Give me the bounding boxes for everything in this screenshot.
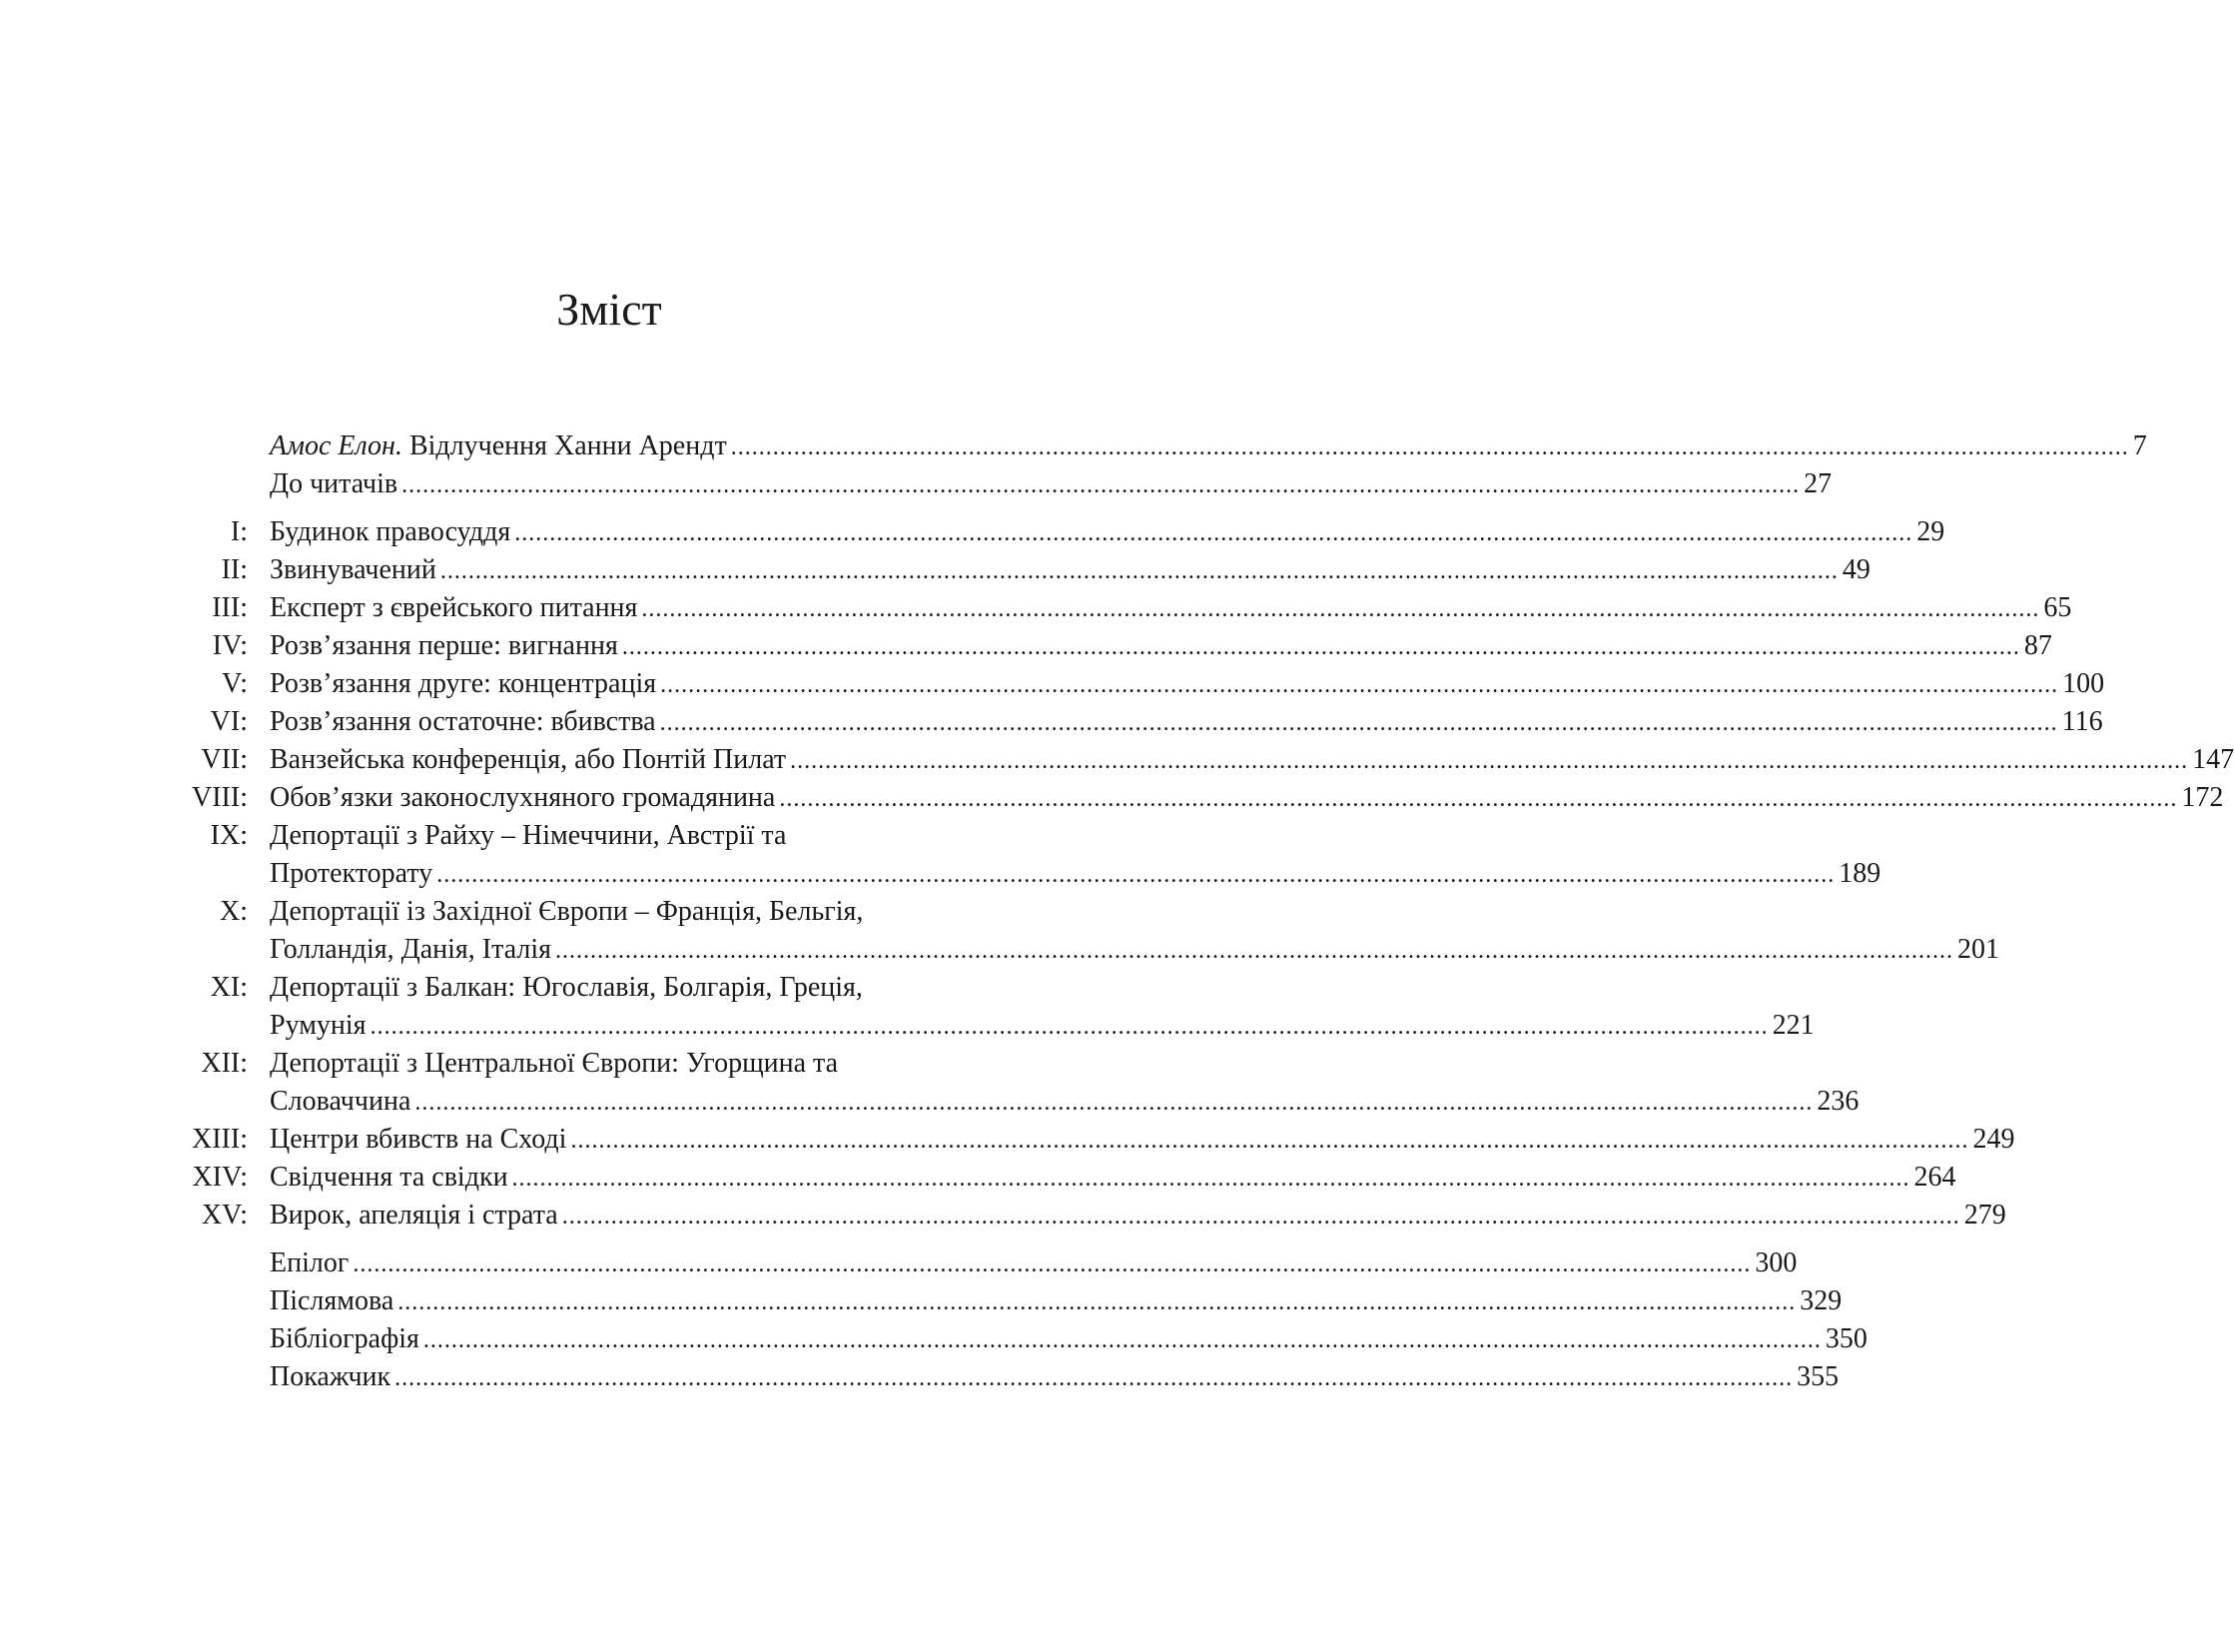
toc-chapter xyxy=(0,893,1999,969)
chapter-number: XII: xyxy=(201,1048,248,1079)
toc-chapter xyxy=(0,1121,2015,1159)
toc-entry-title: Бібліографія xyxy=(270,1323,419,1354)
toc-entry-foreword xyxy=(0,427,2147,465)
foreword-author: Амос Елон. xyxy=(270,430,402,461)
chapter-number: IX: xyxy=(210,820,248,851)
toc-page-number: 49 xyxy=(1842,554,1870,585)
toc-entry-back-matter xyxy=(0,1358,1840,1396)
dot-leader: ........................................................................................................................................................................................................ xyxy=(353,1251,1752,1277)
chapter-title-line1: Депортації із Західної Європи – Франція, Бельгія, xyxy=(270,896,864,927)
dot-leader: ........................................................................................................................................................................................................ xyxy=(659,710,2058,736)
toc-page-number: 236 xyxy=(1817,1086,1860,1117)
toc-page-number: 201 xyxy=(1957,934,1999,965)
chapter-number: XIV: xyxy=(192,1162,248,1193)
dot-leader: ........................................................................................................................................................................................................ xyxy=(439,558,1839,584)
chapter-number: II: xyxy=(221,554,248,585)
toc-entry-title: Післямова xyxy=(270,1285,394,1316)
toc-chapter xyxy=(0,779,2224,817)
toc-chapter xyxy=(0,817,1881,893)
table-of-contents xyxy=(0,427,2234,1396)
toc-page-number: 264 xyxy=(1913,1162,1956,1193)
toc-page-number: 350 xyxy=(1825,1323,1867,1354)
chapter-title: Ванзейська конференція, або Понтій Пилат xyxy=(270,744,787,775)
dot-leader: ........................................................................................................................................................................................................ xyxy=(401,472,1801,498)
toc-page-number: 65 xyxy=(2043,592,2072,623)
chapter-title-line1: Депортації з Центральної Європи: Угорщина та xyxy=(270,1048,839,1079)
toc-page-number: 172 xyxy=(2181,782,2224,813)
dot-leader: ........................................................................................................................................................................................................ xyxy=(621,634,2020,660)
chapter-number: VII: xyxy=(201,744,248,775)
toc-page-number: 7 xyxy=(2132,430,2147,461)
toc-entry-back-matter xyxy=(0,1320,1867,1358)
chapter-title: Розв’язання друге: концентрація xyxy=(270,668,657,699)
chapter-title: Будинок правосуддя xyxy=(270,516,511,547)
dot-leader: ........................................................................................................................................................................................................ xyxy=(414,1090,1814,1116)
chapter-number: XV: xyxy=(201,1200,248,1231)
toc-entry-back-matter xyxy=(0,1282,1843,1320)
toc-entry-readers xyxy=(0,465,1833,503)
dot-leader: ........................................................................................................................................................................................................ xyxy=(790,748,2189,774)
page-title: Зміст xyxy=(556,284,662,335)
toc-page-number: 147 xyxy=(2192,744,2234,775)
toc-page-number: 100 xyxy=(2062,668,2105,699)
toc-chapter xyxy=(0,627,2052,665)
toc-entry-back-matter xyxy=(0,1244,1798,1282)
dot-leader: ........................................................................................................................................................................................................ xyxy=(660,672,2059,698)
dot-leader: ........................................................................................................................................................................................................ xyxy=(555,938,1953,964)
chapter-number: XIII: xyxy=(192,1124,248,1155)
toc-page-number: 329 xyxy=(1800,1285,1843,1316)
chapter-title-line1: Депортації з Балкан: Югославія, Болгарія, Греція, xyxy=(270,972,863,1003)
dot-leader: ........................................................................................................................................................................................................ xyxy=(511,1166,1910,1192)
dot-leader: ........................................................................................................................................................................................................ xyxy=(641,596,2040,622)
toc-page-number: 279 xyxy=(1963,1200,2006,1231)
dot-leader: ........................................................................................................................................................................................................ xyxy=(370,1014,1769,1040)
toc-page-number: 249 xyxy=(1972,1124,2015,1155)
dot-leader: ........................................................................................................................................................................................................ xyxy=(394,1365,1794,1391)
chapter-title-line2: Голландія, Данія, Італія xyxy=(270,934,551,965)
chapter-title: Вирок, апеляція і страта xyxy=(270,1200,558,1231)
toc-chapter xyxy=(0,741,2234,779)
chapter-title: Обов’язки законослухняного громадянина xyxy=(270,782,776,813)
chapter-title: Розв’язання перше: вигнання xyxy=(270,630,618,661)
chapter-number: VI: xyxy=(210,706,248,737)
chapter-number: I: xyxy=(230,516,248,547)
chapter-number: IV: xyxy=(212,630,248,661)
dot-leader: ........................................................................................................................................................................................................ xyxy=(779,786,2178,812)
toc-page-number: 116 xyxy=(2061,706,2103,737)
toc-chapter xyxy=(0,665,2105,703)
chapter-title: Звинувачений xyxy=(270,554,436,585)
toc-entry-title xyxy=(270,427,727,465)
toc-chapter xyxy=(0,969,1815,1045)
toc-page-number: 221 xyxy=(1772,1010,1815,1041)
toc-chapter xyxy=(0,1159,1956,1197)
toc-chapter xyxy=(0,703,2103,741)
toc-entry-title: Епілог xyxy=(270,1247,350,1278)
chapter-number: III: xyxy=(212,592,248,623)
toc-entry-title: До читачів xyxy=(270,468,398,499)
dot-leader: ........................................................................................................................................................................................................ xyxy=(514,520,1913,546)
dot-leader: ........................................................................................................................................................................................................ xyxy=(422,1327,1822,1353)
toc-chapter xyxy=(0,551,1870,589)
chapter-title-line2: Румунія xyxy=(270,1010,367,1041)
chapter-title-line2: Протекторату xyxy=(270,858,433,889)
dot-leader: ........................................................................................................................................................................................................ xyxy=(561,1204,1960,1230)
toc-chapter xyxy=(0,589,2072,627)
dot-leader: ........................................................................................................................................................................................................ xyxy=(397,1289,1797,1315)
toc-page-number: 27 xyxy=(1804,468,1833,499)
toc-chapter xyxy=(0,1045,1860,1121)
chapter-title-line1: Депортації з Райху – Німеччини, Австрії та xyxy=(270,820,787,851)
toc-page-number: 189 xyxy=(1839,858,1881,889)
chapter-title: Експерт з єврейського питання xyxy=(270,592,638,623)
chapter-number: X: xyxy=(220,896,248,927)
dot-leader: ........................................................................................................................................................................................................ xyxy=(570,1128,1969,1154)
dot-leader: ........................................................................................................................................................................................................ xyxy=(730,434,2129,460)
chapter-title-line2: Словаччина xyxy=(270,1086,411,1117)
toc-page-number: 300 xyxy=(1755,1247,1798,1278)
chapter-number: XI: xyxy=(210,972,248,1003)
chapter-title: Розв’язання остаточне: вбивства xyxy=(270,706,656,737)
chapter-title: Свідчення та свідки xyxy=(270,1162,508,1193)
chapter-number: VIII: xyxy=(192,782,248,813)
toc-page-number: 87 xyxy=(2023,630,2052,661)
dot-leader: ........................................................................................................................................................................................................ xyxy=(436,862,1836,888)
toc-chapter xyxy=(0,1197,2006,1235)
foreword-title: Відлучення Ханни Арендт xyxy=(408,430,727,461)
chapter-number: V: xyxy=(222,668,248,699)
toc-page-number: 355 xyxy=(1797,1361,1840,1392)
chapter-title: Центри вбивств на Сході xyxy=(270,1124,567,1155)
toc-entry-title: Покажчик xyxy=(270,1361,391,1392)
toc-page-number: 29 xyxy=(1916,516,1945,547)
toc-chapter xyxy=(0,513,1945,551)
